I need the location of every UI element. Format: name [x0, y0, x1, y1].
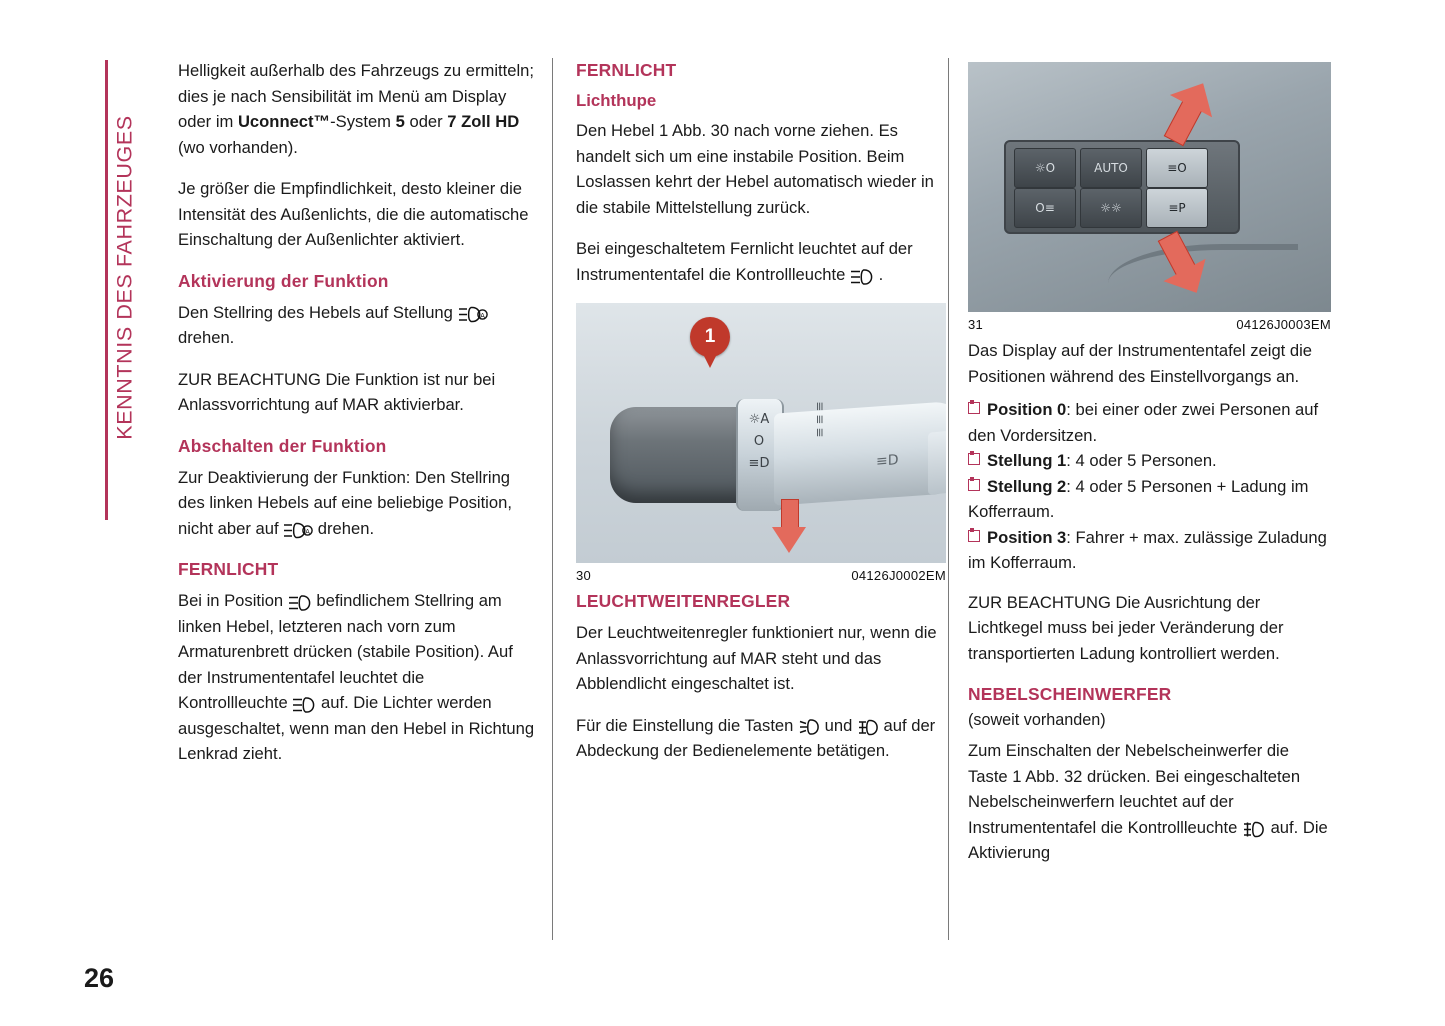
chapter-tab — [105, 60, 139, 520]
column-divider-1 — [552, 58, 553, 940]
figure-31-code: 04126J0003EM — [1236, 317, 1331, 332]
fog-lamp-icon — [1242, 821, 1266, 838]
ring-symbol-auto: ☼A — [748, 412, 770, 427]
paragraph-abschalten — [178, 465, 538, 542]
list-item — [968, 448, 1331, 474]
text-run: auf. Die Aktivierung — [968, 817, 1328, 862]
low-beam-icon — [798, 719, 820, 736]
list-item — [968, 397, 1331, 448]
column-divider-2 — [948, 58, 949, 940]
list-item — [968, 525, 1331, 576]
switch-auto: AUTO — [1080, 148, 1142, 188]
rear-fog-lamp-icon — [857, 719, 879, 736]
text-run: . — [873, 264, 884, 284]
nebelscheinwerfer-subnote: (soweit vorhanden) — [968, 711, 1106, 729]
heading-lichthupe: Lichthupe — [576, 91, 657, 110]
text-run: Zum Einschalten der Nebelscheinwerfer die Taste 1 Abb. 32 drücken. Bei eingeschalteten Nebelscheinwerfern leuchtet auf der Instrumententafel die Kontrollleuchte — [968, 741, 1301, 837]
ring-symbol-off: O — [753, 434, 765, 449]
text-run: Für die Einstellung die Tasten — [576, 715, 798, 735]
figure-30-caption — [576, 563, 946, 583]
heading-nebelscheinwerfer: NEBELSCHEINWERFER — [968, 684, 1172, 704]
list-item-text: : 4 oder 5 Personen + Ladung im Kofferraum. — [968, 476, 1309, 521]
text-run: Helligkeit außerhalb des Fahrzeugs zu ermitteln; dies je nach Sensibilität im Menü am Display oder im — [178, 61, 535, 131]
page-number: 26 — [84, 963, 115, 993]
high-beam-icon — [850, 269, 874, 285]
bullet-square-icon — [968, 530, 980, 542]
column-2 — [576, 58, 946, 780]
text-run: (wo vorhanden). — [178, 137, 298, 157]
figure-31-image — [968, 62, 1331, 312]
paragraph-fernlicht-col1 — [178, 588, 538, 767]
heading-abschalten-der-funktion: Abschalten der Funktion — [178, 435, 387, 456]
figure-30-number: 30 — [576, 568, 592, 583]
lever-tip — [928, 429, 946, 494]
text-run: drehen. — [313, 518, 375, 538]
lever-stalk-symbols: ≡≡≡ — [812, 398, 827, 438]
lever-ring-symbols — [745, 409, 773, 475]
auto-headlight-icon — [458, 306, 488, 323]
figure-31-caption — [968, 312, 1331, 332]
list-item-text: : Fahrer + max. zulässige Zuladung im Kofferraum. — [968, 527, 1327, 572]
paragraph-note-mar: ZUR BEACHTUNG Die Funktion ist nur bei Anlassvorrichtung auf MAR aktivierbar. — [178, 369, 496, 414]
bullet-square-icon — [968, 453, 980, 465]
paragraph-note-lichtkegel: ZUR BEACHTUNG Die Ausrichtung der Lichtkegel muss bei jeder Veränderung der transportierten Ladung kontrolliert werden. — [968, 592, 1284, 663]
bullet-square-icon — [968, 402, 980, 414]
figure-30-code: 04126J0002EM — [851, 568, 946, 583]
svg-text:A: A — [305, 527, 311, 536]
text-run: Bei eingeschaltetem Fernlicht leuchtet auf der Instrumententafel die Kontrollleuchte — [576, 239, 913, 284]
text-run: auf. Die Lichter werden ausgeschaltet, wenn man den Hebel in Richtung Lenkrad zieht. — [178, 693, 535, 763]
callout-1: 1 — [690, 317, 730, 357]
paragraph-nebelscheinwerfer — [968, 738, 1331, 866]
text-run: drehen. — [178, 328, 235, 347]
text-run: Zur Deaktivierung der Funktion: Den Stellring des linken Hebels auf eine beliebige Position, nicht aber auf — [178, 467, 512, 538]
lever-stalk — [774, 400, 946, 505]
figure-30 — [576, 303, 946, 583]
switch-fog-lamp: ☼O — [1014, 148, 1076, 188]
bullet-square-icon — [968, 479, 980, 491]
column-1 — [178, 58, 538, 783]
heading-leuchtweitenregler: LEUCHTWEITENREGLER — [576, 591, 791, 611]
text-run: oder — [404, 112, 448, 131]
list-item-bold: Position 3 — [987, 527, 1067, 547]
switch-rear-fog-lamp: O≡ — [1014, 188, 1076, 228]
list-item-text: : bei einer oder zwei Personen auf den Vordersitzen. — [968, 400, 1319, 445]
text-run: Bei in Position — [178, 591, 288, 610]
paragraph-display-positionen: Das Display auf der Instrumententafel zeigt die Positionen während des Einstellvorgangs an. — [968, 341, 1313, 386]
paragraph-fernlicht-kontrollleuchte — [576, 236, 946, 287]
figure-30-image — [576, 303, 946, 563]
list-item-bold: Stellung 1 — [987, 451, 1067, 470]
ring-symbol-lowbeam: ≡D — [748, 456, 770, 471]
column-3 — [968, 58, 1331, 882]
paragraph-lichthupe: Den Hebel 1 Abb. 30 nach vorne ziehen. Es handelt sich um eine instabile Position. Beim Loslassen kehrt der Hebel automatisch wieder in die stabile Mittelstellung zurück. — [576, 121, 934, 217]
paragraph-brightness — [178, 58, 538, 160]
switch-leuchtweite-down: ≡P — [1146, 188, 1208, 228]
text-bold-7zollhd: 7 Zoll HD — [447, 112, 520, 131]
list-item-text: : 4 oder 5 Personen. — [1066, 451, 1217, 470]
figure-31-number: 31 — [968, 317, 984, 332]
text-run: auf der Abdeckung der Bedienelemente betätigen. — [576, 715, 936, 760]
auto-headlight-icon — [283, 522, 313, 539]
high-beam-icon — [292, 697, 316, 713]
text-run: Den Stellring des Hebels auf Stellung — [178, 302, 458, 322]
chapter-tab-label: KENNTNIS DES FAHRZEUGES — [112, 115, 137, 440]
lever-tip-symbols: ≡D — [876, 452, 899, 470]
list-item-bold: Stellung 2 — [987, 476, 1067, 496]
lever-grip — [610, 407, 750, 503]
heading-aktivierung-der-funktion: Aktivierung der Funktion — [178, 270, 389, 291]
switch-interior: ☼☼ — [1080, 188, 1142, 228]
high-beam-icon — [288, 595, 312, 611]
paragraph-sensitivity: Je größer die Empfindlichkeit, desto kleiner die Intensität des Außenlichts, die die automatische Einschaltung der Außenlichter aktiviert. — [178, 179, 529, 249]
paragraph-leuchtweite-einstellung — [576, 713, 946, 764]
svg-text:A: A — [479, 311, 485, 320]
heading-fernlicht-col2: FERNLICHT — [576, 60, 677, 80]
position-list — [968, 397, 1331, 576]
list-item-bold: Position 0 — [987, 400, 1067, 419]
text-run: und — [820, 715, 857, 735]
chapter-tab-rule — [105, 60, 108, 520]
arrow-down-icon — [772, 499, 806, 555]
heading-fernlicht-col1: FERNLICHT — [178, 559, 279, 579]
paragraph-leuchtweitenregler: Der Leuchtweitenregler funktioniert nur, wenn die Anlassvorrichtung auf MAR steht und das Abblendlicht eingeschaltet ist. — [576, 623, 937, 693]
text-bold-uconnect: Uconnect™ — [237, 112, 331, 131]
figure-31 — [968, 62, 1331, 332]
text-bold-5: 5 — [395, 112, 405, 131]
text-run: -System — [330, 112, 396, 131]
text-run: befindlichem Stellring am linken Hebel, letzteren nach vorn zum Armaturenbrett drücken (stabile Position). Auf der Instrumententafel leuchtet die Kontrollleuchte — [178, 591, 513, 712]
switch-leuchtweite-up: ≡O — [1146, 148, 1208, 188]
paragraph-aktivierung — [178, 300, 538, 351]
list-item — [968, 474, 1331, 525]
